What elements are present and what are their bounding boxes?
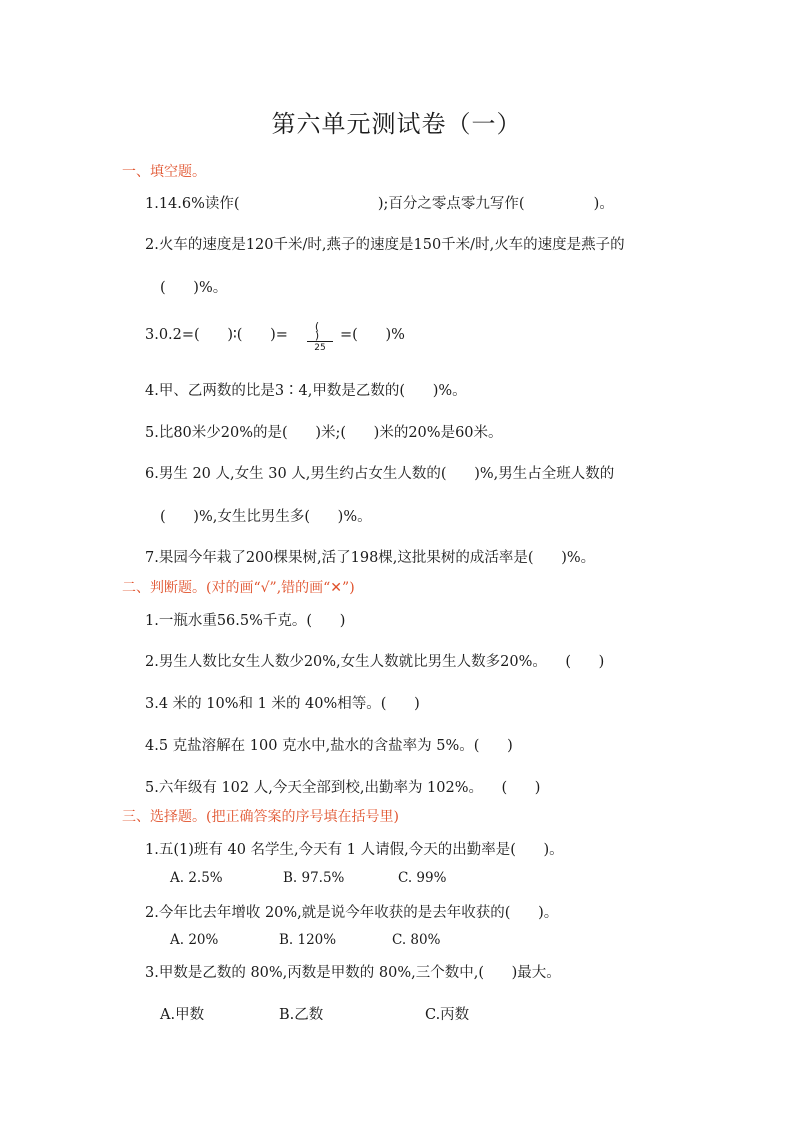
fraction-denominator: 25 — [314, 343, 326, 353]
question-2-5: 5.六年级有 102 人,今天全部到校,出勤率为 102%。 ( ) — [145, 780, 541, 796]
question-2-4: 4.5 克盐溶解在 100 克水中,盐水的含盐率为 5%。( ) — [145, 738, 513, 754]
option-3-1-c: C. 99% — [398, 870, 447, 886]
option-3-1-a: A. 2.5% — [170, 870, 223, 886]
question-2-2: 2.男生人数比女生人数少20%,女生人数就比男生人数多20%。 ( ) — [145, 654, 605, 670]
question-1-2-line1: 2.火车的速度是120千米/时,燕子的速度是150千米/时,火车的速度是燕子的 — [145, 237, 625, 253]
option-3-2-b: B. 120% — [279, 932, 337, 948]
question-1-3-left: 3.0.2=( )∶( )= — [145, 327, 288, 343]
option-3-3-a: A.甲数 — [160, 1007, 205, 1023]
option-3-1-b: B. 97.5% — [283, 870, 345, 886]
option-3-3-c: C.丙数 — [425, 1007, 470, 1023]
fraction — [305, 322, 335, 353]
question-1-7: 7.果园今年栽了200棵果树,活了198棵,这批果树的成活率是( )%。 — [145, 550, 596, 566]
option-3-3-b: B.乙数 — [279, 1007, 324, 1023]
question-1-2-line2: ( )%。 — [160, 280, 228, 296]
question-1-4: 4.甲、乙两数的比是3∶4,甲数是乙数的( )%。 — [145, 383, 467, 399]
section-heading-fill-blank: 一、填空题。 — [122, 164, 206, 180]
question-3-2: 2.今年比去年增收 20%,就是说今年收获的是去年收获的( )。 — [145, 905, 559, 921]
question-1-6-line1: 6.男生 20 人,女生 30 人,男生约占女生人数的( )%,男生占全班人数的 — [145, 466, 615, 482]
question-1-3-right: =( )% — [340, 327, 405, 343]
section-heading-multiple-choice: 三、选择题。(把正确答案的序号填在括号里) — [122, 809, 399, 825]
question-1-6-line2: ( )%,女生比男生多( )%。 — [160, 509, 372, 525]
question-2-3: 3.4 米的 10%和 1 米的 40%相等。( ) — [145, 696, 420, 712]
option-3-2-c: C. 80% — [392, 932, 441, 948]
question-2-1: 1.一瓶水重56.5%千克。( ) — [145, 613, 346, 629]
question-3-3: 3.甲数是乙数的 80%,丙数是甲数的 80%,三个数中,( )最大。 — [145, 965, 561, 981]
section-heading-true-false: 二、判断题。(对的画“√”,错的画“✕”) — [122, 580, 355, 596]
page-title: 第六单元测试卷（一） — [271, 110, 522, 138]
question-1-5: 5.比80米少20%的是( )米;( )米的20%是60米。 — [145, 425, 503, 441]
option-3-2-a: A. 20% — [170, 932, 219, 948]
fraction-numerator: ( ) — [314, 320, 326, 342]
question-3-1: 1.五(1)班有 40 名学生,今天有 1 人请假,今天的出勤率是( )。 — [145, 842, 564, 858]
question-1-1: 1.14.6%读作( );百分之零点零九写作( )。 — [145, 196, 614, 212]
